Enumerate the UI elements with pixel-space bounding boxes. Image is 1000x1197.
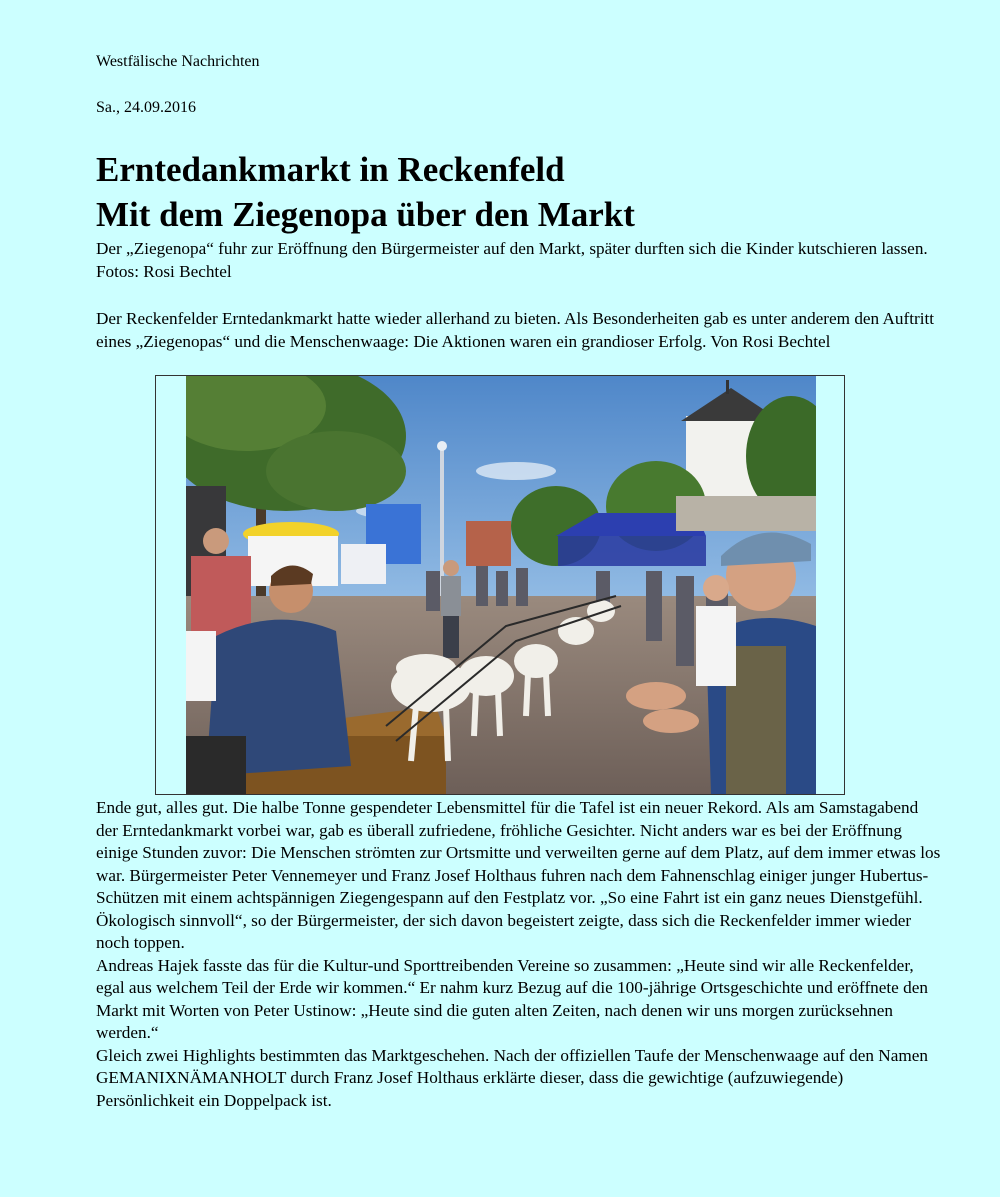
newspaper-name: Westfälische Nachrichten — [96, 53, 260, 70]
article-headline — [96, 147, 635, 237]
article-body — [96, 797, 941, 1112]
photo-frame — [155, 375, 845, 795]
market-photo — [186, 376, 816, 794]
publication-date: Sa., 24.09.2016 — [96, 99, 196, 116]
body-paragraph: Ende gut, alles gut. Die halbe Tonne gespendeter Lebensmittel für die Tafel ist ein neuer Rekord. Als am Samstagabend der Erntedankmarkt vorbei war, gab es überall zufriedene, fröhliche Gesichter. Nicht anders war es bei der Eröffnung einige Stunden zuvor: Die Menschen strömten zur Ortsmitte und verweilten gerne auf dem Platz, auf dem immer etwas los war. Bürgermeister Peter Vennemeyer und Franz Josef Holthaus fuhren nach dem Fahnenschlag einiger junger Hubertus-Schützen mit einem achtspännigen Ziegengespann auf den Festplatz vor. „So eine Fahrt ist ein ganz neues Dienstgefühl. Ökologisch sinnvoll“, so der Bürgermeister, der sich davon begeistert zeigte, dass sich die Reckenfelder immer wieder noch toppen. — [96, 798, 941, 952]
headline-line-1: Erntedankmarkt in Reckenfeld — [96, 150, 565, 189]
headline-line-2: Mit dem Ziegenopa über den Markt — [96, 195, 635, 234]
body-paragraph: Andreas Hajek fasste das für die Kultur-und Sporttreibenden Vereine so zusammen: „Heute sind wir alle Reckenfelder, egal aus welchem Teil der Erde wir kommen.“ Er nahm kurz Bezug auf die 100-jährige Ortsgeschichte und eröffnete den Markt mit Worten von Peter Ustinow: „Heute sind die guten alten Zeiten, nach denen wir uns morgen zurücksehnen werden.“ — [96, 955, 928, 1042]
body-paragraph: Gleich zwei Highlights bestimmten das Marktgeschehen. Nach der offiziellen Taufe der Menschenwaage auf den Namen GEMANIXNÄMANHOLT durch Franz Josef Holthaus erklärte dieser, dass die gewichtige (aufzuwiegende) Persönlichkeit ein Doppelpack ist. — [96, 1045, 928, 1110]
article-lead: Der Reckenfelder Erntedankmarkt hatte wieder allerhand zu bieten. Als Besonderheiten gab es unter anderem den Auftritt eines „Ziegenopas“ und die Menschenwaage: Die Aktionen waren ein grandioser Erfolg. Von Rosi Bechtel — [96, 309, 935, 351]
photo-caption: Der „Ziegenopa“ fuhr zur Eröffnung den Bürgermeister auf den Markt, später durften sich die Kinder kutschieren lassen. Fotos: Rosi Bechtel — [96, 239, 928, 281]
